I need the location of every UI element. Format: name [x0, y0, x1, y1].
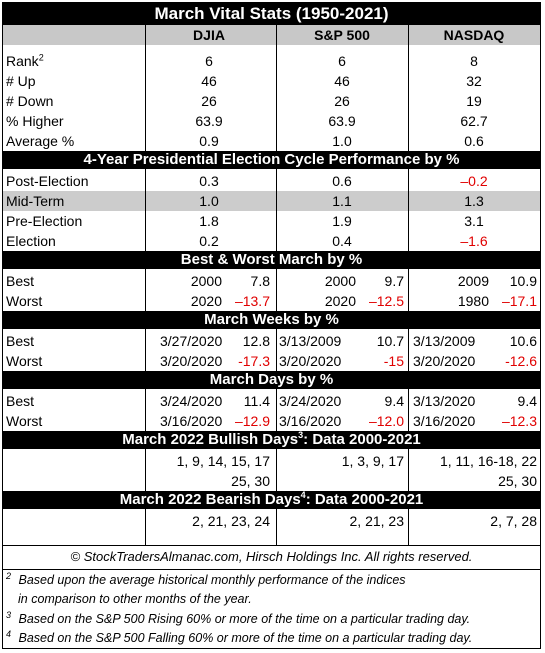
election-header: [3, 151, 540, 169]
day-best-djia-value: 11.4: [243, 393, 270, 409]
footnote-3: [6, 609, 543, 626]
higher-label: % Higher: [6, 113, 64, 129]
higher-sp: 63.9: [328, 113, 356, 129]
table-title: [3, 3, 540, 25]
week-worst-nasdaq-date: 3/20/2020: [413, 353, 476, 369]
divider: [408, 25, 409, 151]
divider: [145, 329, 146, 371]
higher-nasdaq: 62.7: [460, 113, 488, 129]
col-djia: DJIA: [193, 27, 225, 43]
rank-label: Rank: [6, 53, 39, 69]
day-best-nasdaq-value: 9.4: [517, 393, 537, 409]
week-worst-djia-date: 3/20/2020: [160, 353, 223, 369]
row-week-worst: [3, 351, 540, 371]
row-rank: [3, 51, 540, 71]
bullish-header-range: : Data 2000-2021: [303, 431, 421, 448]
elec-sp: 0.4: [332, 233, 352, 249]
higher-djia: 63.9: [195, 113, 223, 129]
rank-footnote-mark: 2: [38, 52, 44, 63]
bearish-nasdaq: 2, 7, 28: [490, 513, 537, 529]
divider: [408, 449, 409, 491]
divider: [276, 329, 277, 371]
divider: [3, 569, 540, 570]
day-worst-nasdaq-date: 3/16/2020: [413, 413, 476, 429]
bearish-footnote-mark: 4: [300, 490, 306, 500]
month-worst-djia-year: 2020: [190, 293, 222, 309]
month-worst-sp-year: 2020: [324, 293, 356, 309]
table-title-text: March Vital Stats (1950-2021): [154, 4, 389, 23]
bullish-djia-line2: 25, 30: [231, 473, 270, 489]
month-best-djia-value: 7.8: [250, 273, 270, 289]
month-worst-nasdaq-value: –17.1: [501, 293, 537, 309]
bearish-header: [3, 491, 540, 509]
down-djia: 26: [201, 93, 217, 109]
divider: [276, 389, 277, 431]
month-best-nasdaq-year: 2009: [457, 273, 489, 289]
month-worst-djia-value: –13.7: [234, 293, 270, 309]
row-month-worst: [3, 291, 540, 311]
week-worst-sp-value: -15: [383, 353, 404, 369]
day-best-nasdaq-date: 3/13/2020: [413, 393, 476, 409]
post-sp: 0.6: [332, 173, 352, 189]
divider: [408, 389, 409, 431]
post-djia: 0.3: [199, 173, 219, 189]
bullish-header-text: March 2022 Bullish Days: [122, 431, 299, 448]
days-header-text: March Days by %: [209, 371, 334, 388]
bearish-header-range: : Data 2000-2021: [305, 491, 424, 508]
day-best-djia-date: 3/24/2020: [160, 393, 223, 409]
day-worst-nasdaq-value: –12.3: [501, 413, 537, 429]
footnote-2-line1: Based upon the average historical monthly performance of the indices: [18, 573, 406, 587]
row-week-best: [3, 331, 540, 351]
divider: [276, 169, 277, 251]
footnote-2-line2: in comparison to other months of the year.: [18, 592, 252, 606]
mid-nasdaq: 1.3: [464, 193, 484, 209]
footnote-3-line1: Based on the S&P 500 Rising 60% or more of the time on a particular trading day.: [18, 612, 471, 626]
week-best-sp-date: 3/13/2009: [279, 333, 342, 349]
bearish-djia: 2, 21, 23, 24: [192, 513, 270, 529]
post-nasdaq: –0.2: [460, 173, 488, 189]
pre-label: Pre-Election: [6, 213, 83, 229]
weeks-header: [3, 311, 540, 329]
week-worst-sp-date: 3/20/2020: [279, 353, 342, 369]
col-nasdaq: NASDAQ: [443, 27, 505, 43]
row-day-best: [3, 391, 540, 411]
footnote-3-mark: 3: [6, 609, 12, 620]
week-best-djia-date: 3/27/2020: [160, 333, 223, 349]
divider: [276, 449, 277, 491]
row-bullish-2: [3, 471, 540, 491]
days-header: [3, 371, 540, 389]
up-label: # Up: [6, 73, 36, 89]
mid-label: Mid-Term: [6, 193, 65, 209]
weeks-header-text: March Weeks by %: [204, 311, 339, 328]
down-sp: 26: [334, 93, 350, 109]
bearish-sp: 2, 21, 23: [349, 513, 404, 529]
avg-label: Average %: [6, 133, 75, 149]
month-best-nasdaq-value: 10.9: [509, 273, 537, 289]
elec-djia: 0.2: [199, 233, 219, 249]
day-best-label: Best: [6, 393, 35, 409]
bullish-header: [3, 431, 540, 449]
row-day-worst: [3, 411, 540, 431]
divider: [408, 169, 409, 251]
divider: [145, 389, 146, 431]
up-sp: 46: [334, 73, 350, 89]
day-worst-label: Worst: [6, 413, 43, 429]
divider: [145, 269, 146, 311]
down-nasdaq: 19: [466, 93, 482, 109]
bullish-nasdaq-line1: 1, 11, 16-18, 22: [439, 453, 537, 469]
day-worst-djia-date: 3/16/2020: [160, 413, 223, 429]
row-month-best: [3, 271, 540, 291]
day-worst-djia-value: –12.9: [234, 413, 270, 429]
copyright: © StockTradersAlmanac.com, Hirsch Holdings Inc. All rights reserved.: [70, 549, 473, 564]
divider: [3, 545, 540, 546]
month-worst-label: Worst: [6, 293, 43, 309]
mid-sp: 1.1: [332, 193, 352, 209]
row-post-election: [3, 171, 540, 191]
bullish-sp-line1: 1, 3, 9, 17: [341, 453, 404, 469]
divider: [408, 329, 409, 371]
week-worst-djia-value: -17.3: [238, 353, 270, 369]
row-higher: [3, 111, 540, 131]
week-best-nasdaq-date: 3/13/2009: [413, 333, 476, 349]
bullish-footnote-mark: 3: [298, 430, 304, 440]
up-djia: 46: [201, 73, 217, 89]
month-best-label: Best: [6, 273, 35, 289]
footnote-4-line1: Based on the S&P 500 Falling 60% or more of the time on a particular trading day.: [18, 631, 473, 645]
mid-djia: 1.0: [199, 193, 219, 209]
rank-nasdaq: 8: [470, 53, 478, 69]
footnote-2: [6, 570, 543, 587]
week-best-sp-value: 10.7: [376, 333, 404, 349]
avg-djia: 0.9: [199, 133, 219, 149]
row-bullish-1: [3, 451, 540, 471]
footnote-4: [6, 628, 543, 645]
vital-stats-table: [2, 2, 541, 649]
divider: [408, 509, 409, 545]
divider: [276, 25, 277, 151]
divider: [145, 25, 146, 151]
week-best-label: Best: [6, 333, 35, 349]
bearish-header-text: March 2022 Bearish Days: [119, 491, 301, 508]
pre-djia: 1.8: [199, 213, 219, 229]
pre-sp: 1.9: [332, 213, 352, 229]
divider: [408, 269, 409, 311]
down-label: # Down: [6, 93, 54, 109]
month-best-sp-value: 9.7: [384, 273, 404, 289]
divider: [145, 509, 146, 545]
elec-nasdaq: –1.6: [460, 233, 488, 249]
divider: [145, 169, 146, 251]
divider: [276, 509, 277, 545]
month-best-sp-year: 2000: [324, 273, 356, 289]
rank-djia: 6: [205, 53, 213, 69]
week-worst-label: Worst: [6, 353, 43, 369]
row-mid-term: [3, 191, 540, 211]
row-bearish: [3, 511, 540, 541]
election-header-text: 4-Year Presidential Election Cycle Performance by %: [83, 151, 460, 168]
col-sp500: S&P 500: [314, 27, 370, 43]
week-best-djia-value: 12.8: [242, 333, 270, 349]
post-label: Post-Election: [6, 173, 89, 189]
elec-label: Election: [6, 233, 56, 249]
day-worst-sp-value: –12.0: [368, 413, 404, 429]
row-down: [3, 91, 540, 111]
column-header-row: [3, 25, 540, 45]
avg-nasdaq: 0.6: [464, 133, 484, 149]
week-worst-nasdaq-value: -12.6: [505, 353, 537, 369]
bullish-djia-line1: 1, 9, 14, 15, 17: [176, 453, 270, 469]
day-best-sp-value: 9.4: [384, 393, 404, 409]
pre-nasdaq: 3.1: [464, 213, 484, 229]
divider: [145, 449, 146, 491]
row-election: [3, 231, 540, 251]
rank-sp: 6: [338, 53, 346, 69]
row-pre-election: [3, 211, 540, 231]
month-worst-nasdaq-year: 1980: [457, 293, 489, 309]
footnote-4-mark: 4: [6, 628, 12, 639]
avg-sp: 1.0: [332, 133, 352, 149]
bullish-nasdaq-line2: 25, 30: [498, 473, 537, 489]
day-worst-sp-date: 3/16/2020: [279, 413, 342, 429]
up-nasdaq: 32: [466, 73, 482, 89]
month-worst-sp-value: –12.5: [368, 293, 404, 309]
bw-month-header-text: Best & Worst March by %: [180, 251, 363, 268]
day-best-sp-date: 3/24/2020: [279, 393, 342, 409]
divider: [276, 269, 277, 311]
footnote-2-mark: 2: [6, 570, 12, 581]
row-up: [3, 71, 540, 91]
month-best-djia-year: 2000: [190, 273, 222, 289]
bw-month-header: [3, 251, 540, 269]
week-best-nasdaq-value: 10.6: [509, 333, 537, 349]
row-average: [3, 131, 540, 151]
